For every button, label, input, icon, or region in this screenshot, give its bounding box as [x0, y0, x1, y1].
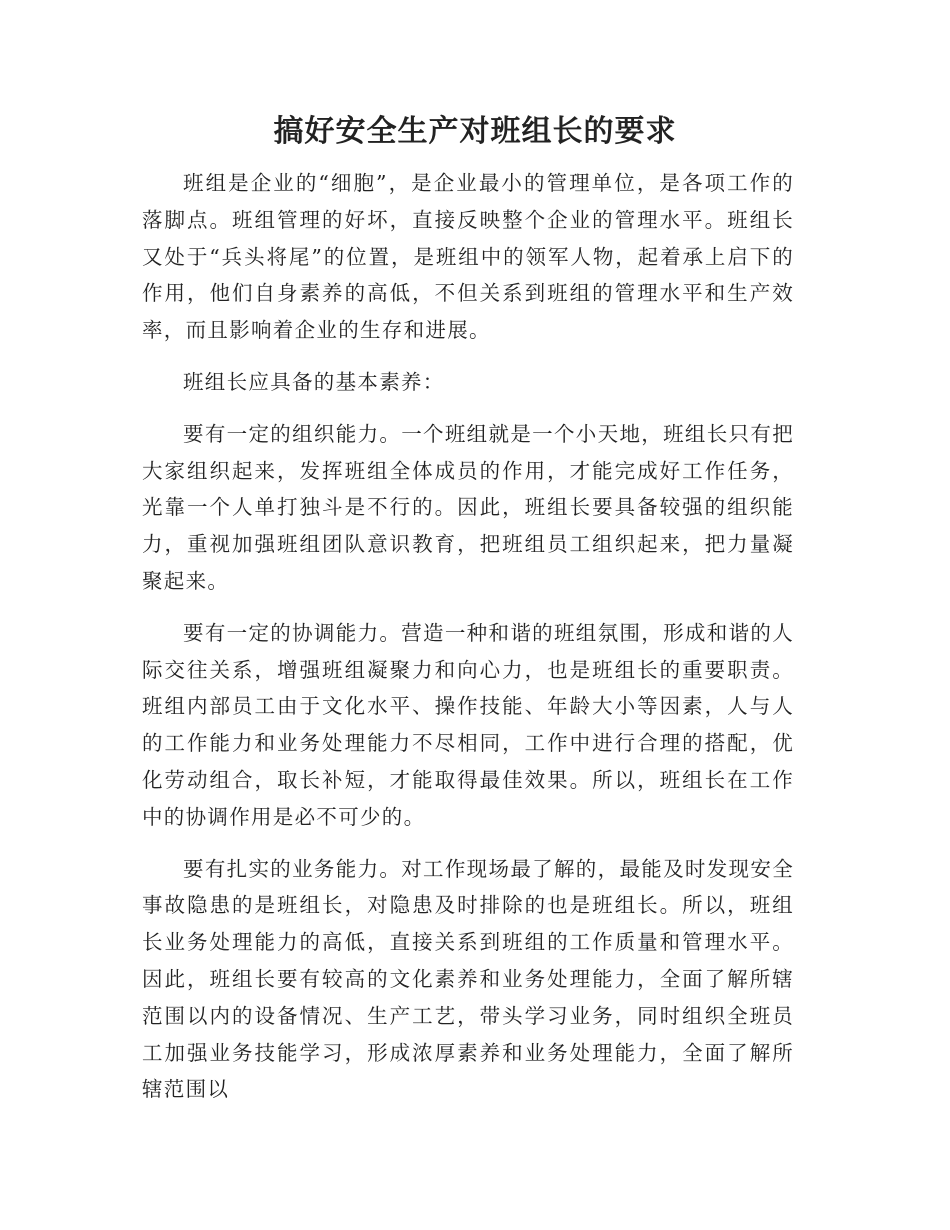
paragraph-intro: 班组是企业的“细胞”，是企业最小的管理单位，是各项工作的落脚点。班组管理的好坏，直接反映整个企业的管理水平。班组长又处于“兵头将尾”的位置，是班组中的领军人物，起着承上启下的作用，他们自身素养的高低，不但关系到班组的管理水平和生产效率，而且影响着企业的生存和进展。 [142, 171, 794, 343]
paragraph-business-ability: 要有扎实的业务能力。对工作现场最了解的，最能及时发现安全事故隐患的是班组长，对隐患及时排除的也是班组长。所以，班组长业务处理能力的高低，直接关系到班组的工作质量和管理水平。因此，班组长要有较高的文化素养和业务处理能力，全面了解所辖范围以内的设备情况、生产工艺，带头学习业务，同时组织全班员工加强业务技能学习，形成浓厚素养和业务处理能力，全面了解所辖范围以 [142, 856, 794, 1102]
document-title: 搞好安全生产对班组长的要求 [273, 114, 677, 149]
paragraph-qualities-heading: 班组长应具备的基本素养： [183, 369, 445, 394]
paragraph-coordination-ability: 要有一定的协调能力。营造一种和谐的班组氛围，形成和谐的人际交往关系，增强班组凝聚力和向心力，也是班组长的重要职责。班组内部员工由于文化水平、操作技能、年龄大小等因素，人与人的工作能力和业务处理能力不尽相同，工作中进行合理的搭配，优化劳动组合，取长补短，才能取得最佳效果。所以，班组长在工作中的协调作用是必不可少的。 [142, 620, 794, 829]
paragraph-organizing-ability: 要有一定的组织能力。一个班组就是一个小天地，班组长只有把大家组织起来，发挥班组全体成员的作用，才能完成好工作任务，光靠一个人单打独斗是不行的。因此，班组长要具备较强的组织能力，重视加强班组团队意识教育，把班组员工组织起来，把力量凝聚起来。 [142, 421, 794, 593]
document-body [142, 165, 794, 1123]
